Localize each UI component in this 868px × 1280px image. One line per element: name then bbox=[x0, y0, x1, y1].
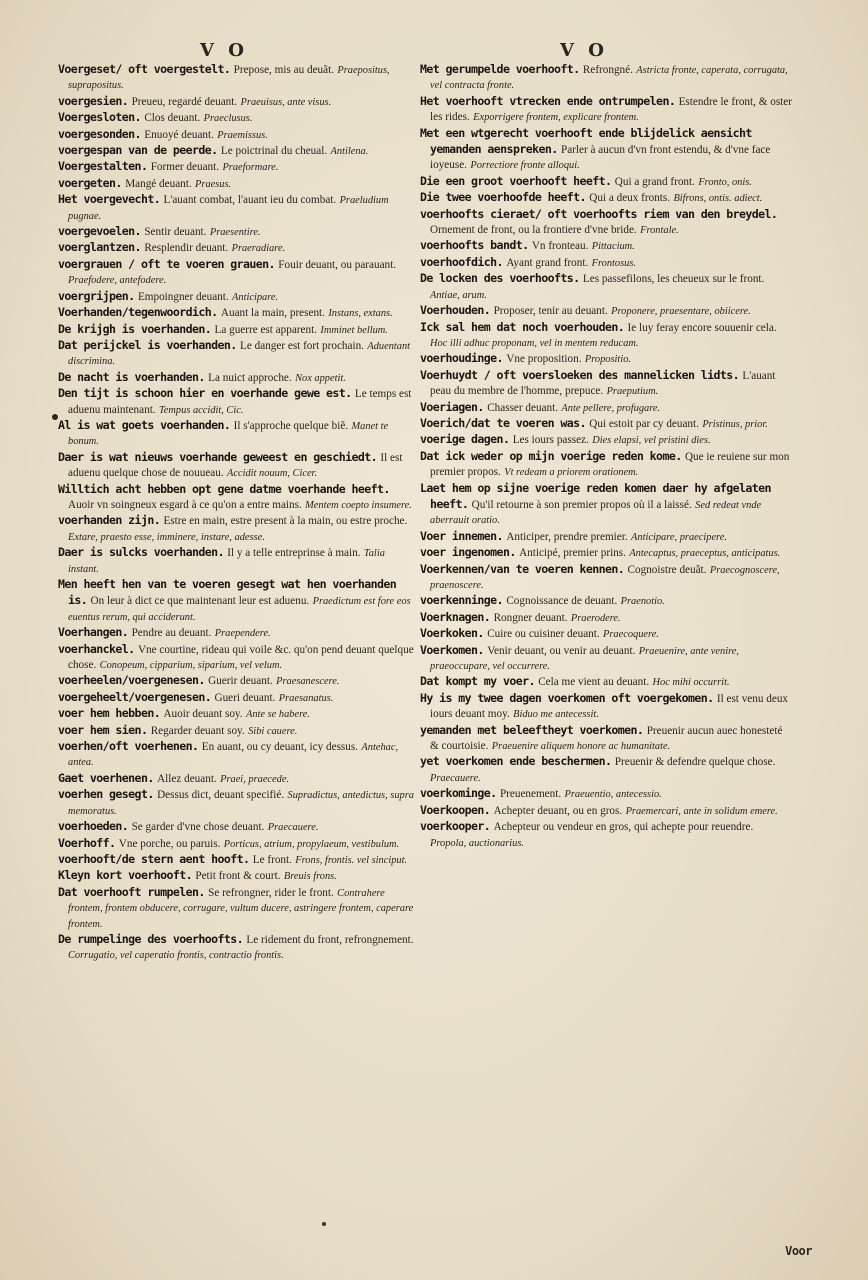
entry-french: En auant, ou cy deuant, icy dessus. bbox=[201, 741, 359, 754]
entry-french: Proposer, tenir au deuant. bbox=[493, 305, 608, 318]
entry-headword: Daer is sulcks voerhanden. bbox=[58, 545, 224, 560]
entry-french: Cela me vient au deuant. bbox=[538, 676, 650, 689]
dictionary-entry bbox=[420, 626, 792, 642]
entry-french: Le temps est aduenu maintenant. bbox=[68, 388, 412, 416]
entry-french: Le poictrinal du cheual. bbox=[220, 145, 328, 158]
entry-latin: Vt redeam a priorem orationem. bbox=[504, 467, 639, 479]
dictionary-entry bbox=[420, 529, 792, 545]
entry-french: Dessus dict, deuant specifié. bbox=[157, 789, 285, 802]
entry-latin: Bifrons, ontis. adiect. bbox=[673, 193, 763, 205]
entry-latin: Praeradiare. bbox=[231, 243, 286, 255]
entry-latin: Praeuisus, ante visus. bbox=[240, 96, 332, 108]
entry-french: Sentir deuant. bbox=[144, 226, 207, 239]
entry-latin: Praesanatus. bbox=[278, 692, 334, 704]
entry-headword: De nacht is voerhanden. bbox=[58, 369, 205, 384]
dictionary-entry bbox=[58, 224, 416, 240]
dictionary-entry bbox=[420, 803, 792, 819]
entry-headword: Voerkoopen. bbox=[420, 802, 491, 817]
entry-latin: Praemercari, ante in solidum emere. bbox=[625, 805, 778, 817]
dictionary-entry bbox=[420, 432, 792, 448]
dictionary-entry bbox=[58, 723, 416, 739]
entry-french: Preueu, regardé deuant. bbox=[131, 95, 238, 108]
entry-headword: Voeriagen. bbox=[420, 399, 484, 414]
dictionary-entry bbox=[420, 754, 792, 786]
entry-headword: Voerhuydt / oft voersloeken des mannelicken lidts. bbox=[420, 367, 740, 382]
dictionary-entry bbox=[420, 174, 792, 190]
entry-headword: voerhoofts bandt. bbox=[420, 238, 529, 253]
entry-french: Resplendir deuant. bbox=[144, 242, 229, 255]
dictionary-entry bbox=[58, 110, 416, 126]
entry-headword: Dat perijckel is voerhanden. bbox=[58, 337, 237, 352]
dictionary-entry bbox=[420, 255, 792, 271]
entry-latin: Breuis frons. bbox=[283, 871, 337, 883]
entry-headword: Voerhangen. bbox=[58, 625, 129, 640]
entry-french: Preuenir aucun auec honesteté & courtoisie. bbox=[430, 724, 783, 753]
entry-headword: voerhooft/de stern aent hooft. bbox=[58, 851, 250, 866]
dictionary-entry bbox=[58, 62, 416, 94]
entry-latin: Supradictus, antedictus, supra memoratus. bbox=[68, 790, 414, 817]
entry-french: La nuict approche. bbox=[208, 371, 292, 384]
entry-headword: Met een wtgerecht voerhooft ende blijdelick aensicht yemanden aenspreken. bbox=[420, 125, 752, 157]
entry-latin: Praeclusus. bbox=[203, 113, 253, 125]
entry-headword: voer hem sien. bbox=[58, 722, 148, 737]
entry-headword: Voer innemen. bbox=[420, 528, 503, 543]
entry-french: Preuenement. bbox=[499, 788, 562, 801]
entry-headword: voerkenninge. bbox=[420, 593, 503, 608]
entry-latin: Extare, praesto esse, imminere, instare, adesse. bbox=[68, 531, 265, 543]
dictionary-entry bbox=[58, 673, 416, 689]
entry-latin: Antecaptus, praeceptus, anticipatus. bbox=[629, 548, 781, 560]
entry-headword: Voergeset/ oft voergestelt. bbox=[58, 62, 231, 76]
entry-latin: Corrugatio, vel caperatio frontis, contractio frontis. bbox=[68, 950, 284, 962]
dictionary-entry bbox=[58, 706, 416, 722]
entry-headword: Den tijt is schoon hier en voerhande gewe est. bbox=[58, 386, 352, 401]
dictionary-entry bbox=[420, 94, 792, 126]
dictionary-entry bbox=[58, 852, 416, 868]
entry-latin: Sibi cauere. bbox=[248, 725, 298, 737]
entry-latin: Praeuentio, antecessio. bbox=[564, 789, 662, 801]
entry-french: Qui a deux fronts. bbox=[589, 192, 671, 205]
entry-french: Pendre au deuant. bbox=[131, 627, 212, 640]
entry-french: Prepose, mis au deuãt. bbox=[233, 64, 334, 76]
dictionary-entry bbox=[58, 577, 416, 625]
entry-headword: yemanden met beleeftheyt voerkomen. bbox=[420, 722, 644, 737]
entry-headword: Voerich/dat te voeren was. bbox=[420, 415, 586, 430]
entry-french: Ayant grand front. bbox=[506, 256, 589, 269]
entry-headword: Voerkomen. bbox=[420, 642, 484, 657]
entry-headword: Dat voerhooft rumpelen. bbox=[58, 884, 205, 899]
dictionary-entry bbox=[58, 690, 416, 706]
entry-headword: voerhen/oft voerhenen. bbox=[58, 739, 199, 754]
dictionary-entry bbox=[58, 450, 416, 482]
entry-french: Il est aduenu quelque chose de nouueau. bbox=[68, 451, 403, 480]
entry-latin: Antiae, arum. bbox=[430, 289, 487, 301]
entry-latin: Pristinus, prior. bbox=[702, 418, 768, 430]
entry-french: Il y a telle entreprinse à main. bbox=[227, 547, 361, 560]
dictionary-entry bbox=[58, 545, 416, 577]
entry-latin: Praeludium pugnae. bbox=[68, 195, 389, 222]
dictionary-entry bbox=[420, 368, 792, 400]
entry-headword: Het voergevecht. bbox=[58, 192, 161, 207]
dictionary-entry bbox=[58, 819, 416, 835]
entry-headword: Die een groot voerhooft heeft. bbox=[420, 173, 612, 188]
dictionary-entry bbox=[58, 885, 416, 932]
entry-headword: Dat ick weder op mijn voerige reden kome. bbox=[420, 448, 682, 463]
dictionary-entry bbox=[420, 545, 792, 561]
entry-headword: Kleyn kort voerhooft. bbox=[58, 868, 192, 883]
entry-headword: Ick sal hem dat noch voerhouden. bbox=[420, 319, 625, 334]
entry-french: Anticipé, premier prins. bbox=[519, 547, 626, 560]
entry-latin: Praeuenire aliquem honore ac humanitate. bbox=[491, 741, 671, 753]
entry-french: L'auant peau du membre de l'homme, prepuce. bbox=[430, 369, 776, 398]
entry-headword: voerkominge. bbox=[420, 786, 497, 801]
dictionary-entry bbox=[58, 513, 416, 545]
entry-french: Cognoistre deuãt. bbox=[627, 563, 707, 576]
entry-french: Mangé deuant. bbox=[125, 177, 192, 190]
entry-french: Vn fronteau. bbox=[531, 240, 589, 253]
entry-french: Cognoissance de deuant. bbox=[506, 595, 618, 608]
entry-headword: Laet hem op sijne voerige reden komen daer hy afgelaten heeft. bbox=[420, 480, 771, 511]
entry-french: Refrongné. bbox=[582, 64, 633, 76]
entry-latin: Astricta fronte, caperata, corrugata, vel contracta fronte. bbox=[430, 65, 788, 92]
dictionary-entry bbox=[58, 642, 416, 674]
entry-latin: Frontale. bbox=[640, 225, 679, 237]
entry-latin: Praepositus, suprapositus. bbox=[68, 65, 390, 92]
dictionary-entry bbox=[420, 416, 792, 432]
dictionary-entry bbox=[58, 257, 416, 289]
entry-headword: Voerkennen/van te voeren kennen. bbox=[420, 561, 625, 576]
entry-latin: Praedictum est fore eos euentus rerum, qui acciderunt. bbox=[68, 596, 411, 623]
entry-headword: voerhanden zijn. bbox=[58, 513, 161, 528]
entry-french: Regarder deuant soy. bbox=[150, 724, 245, 737]
entry-latin: Ante se habere. bbox=[245, 709, 310, 721]
dictionary-entry bbox=[420, 723, 792, 755]
entry-french: Achepteur ou vendeur en gros, qui achepte pour reuendre. bbox=[493, 821, 754, 834]
entry-headword: Voerhanden/tegenwoordich. bbox=[58, 305, 218, 320]
entry-french: Ie luy feray encore souuenir cela. bbox=[627, 321, 777, 334]
left-column bbox=[58, 62, 416, 964]
entry-latin: Praefodere, antefodere. bbox=[68, 275, 167, 287]
entry-headword: voergrijpen. bbox=[58, 288, 135, 303]
entry-french: Vne proposition. bbox=[506, 353, 582, 366]
entry-headword: Voerknagen. bbox=[420, 609, 491, 624]
entry-latin: Talia instant. bbox=[68, 548, 385, 575]
entry-latin: Proponere, praesentare, obiicere. bbox=[611, 306, 751, 318]
entry-latin: Nox appetit. bbox=[295, 372, 346, 384]
dictionary-entry bbox=[58, 127, 416, 143]
entry-latin: Contrahere frontem, frontem obducere, corrugare, vultum ducere, astringere frontem, caperare frontem. bbox=[68, 887, 414, 930]
entry-latin: Aduentant discrimina. bbox=[68, 340, 411, 368]
entry-headword: voerhen gesegt. bbox=[58, 787, 154, 802]
entry-french: Que ie reuiene sur mon premier propos. bbox=[430, 450, 790, 479]
entry-headword: voer ingenomen. bbox=[420, 545, 516, 560]
entry-latin: Praecauere. bbox=[267, 822, 319, 834]
entry-headword: De rumpelinge des voerhoofts. bbox=[58, 931, 244, 946]
entry-latin: Porticus, atrium, propylaeum, vestibulum. bbox=[223, 838, 400, 850]
entry-latin: Praecognoscere, praenoscere. bbox=[430, 564, 780, 591]
entry-latin: Anticipare, praecipere. bbox=[631, 531, 727, 543]
dictionary-entry bbox=[58, 370, 416, 386]
entry-french: Estre en main, estre present à la main, ou estre proche. bbox=[163, 515, 408, 528]
dictionary-entry bbox=[420, 593, 792, 609]
entry-french: Le danger est fort prochain. bbox=[240, 339, 364, 352]
dictionary-entry bbox=[58, 240, 416, 256]
entry-french: Estendre le front, & oster les rides. bbox=[430, 95, 792, 124]
catchword: Voor bbox=[785, 1244, 812, 1258]
entry-french: Les passefilons, les cheueux sur le front. bbox=[582, 273, 765, 286]
entry-french: Les iours passez. bbox=[512, 434, 589, 447]
entry-latin: Tempus accidit, Cic. bbox=[158, 404, 244, 416]
entry-latin: Accidit nouum, Cicer. bbox=[227, 468, 318, 480]
dictionary-entry bbox=[420, 449, 792, 481]
entry-headword: Willtich acht hebben opt gene datme voerhande heeft. bbox=[58, 481, 390, 496]
entry-latin: Praecoquere. bbox=[603, 629, 659, 641]
entry-latin: Frons, frontis. vel sinciput. bbox=[295, 854, 408, 866]
entry-latin: Praenotio. bbox=[620, 596, 665, 608]
entry-headword: voergeheelt/voergenesen. bbox=[58, 689, 212, 704]
entry-french: Se garder d'vne chose deuant. bbox=[131, 821, 265, 834]
entry-french: On leur à dict ce que maintenant leur est aduenu. bbox=[90, 595, 310, 608]
entry-french: Ornement de front, ou la frontiere d'vne bride. bbox=[430, 224, 637, 237]
dictionary-entry bbox=[420, 238, 792, 254]
dictionary-entry bbox=[420, 674, 792, 690]
entry-french: Se refrongner, rider le front. bbox=[208, 886, 334, 899]
entry-french: Empoingner deuant. bbox=[137, 290, 229, 303]
dictionary-entry bbox=[58, 418, 416, 450]
entry-latin: Sed redeat vnde aberrauit oratio. bbox=[430, 499, 762, 527]
entry-headword: voerkooper. bbox=[420, 819, 491, 834]
dictionary-entry bbox=[420, 62, 792, 94]
entry-french: Chasser deuant. bbox=[487, 401, 559, 414]
dictionary-entry bbox=[58, 787, 416, 819]
entry-latin: Hoc illi adhuc proponam, vel in mentem reducam. bbox=[430, 337, 639, 349]
running-head-left: V O bbox=[200, 40, 248, 61]
dictionary-entry bbox=[58, 192, 416, 224]
entry-headword: voergespan van de peerde. bbox=[58, 143, 218, 158]
dictionary-entry bbox=[58, 176, 416, 192]
dictionary-entry bbox=[58, 289, 416, 305]
dictionary-entry bbox=[420, 126, 792, 174]
dictionary-entry bbox=[420, 303, 792, 319]
entry-french: Qui estoit par cy deuant. bbox=[589, 417, 699, 430]
entry-latin: Fronto, onis. bbox=[698, 176, 752, 188]
entry-headword: De krijgh is voerhanden. bbox=[58, 321, 212, 336]
entry-headword: Hy is my twee dagen voerkomen oft voergekomen. bbox=[420, 690, 714, 705]
entry-french: L'auant combat, l'auant ieu du combat. bbox=[163, 194, 337, 207]
entry-headword: Daer is wat nieuws voerhande geweest en geschiedt. bbox=[58, 449, 378, 464]
dictionary-entry bbox=[58, 143, 416, 159]
entry-french: Auoir deuant soy. bbox=[163, 708, 243, 721]
dictionary-entry bbox=[420, 610, 792, 626]
entry-french: Former deuant. bbox=[150, 161, 220, 174]
entry-headword: yet voerkomen ende beschermen. bbox=[420, 754, 612, 769]
dictionary-entry bbox=[58, 625, 416, 641]
dictionary-entry bbox=[58, 305, 416, 321]
entry-latin: Ante pellere, profugare. bbox=[561, 402, 661, 414]
entry-headword: voer hem hebben. bbox=[58, 706, 161, 721]
entry-french: Vne courtine, rideau qui voile &c. qu'on pend deuant quelque chose. bbox=[68, 643, 414, 672]
entry-french: Guerir deuant. bbox=[208, 675, 273, 688]
entry-latin: Porrectiore fronte alloqui. bbox=[470, 160, 580, 172]
entry-headword: Gaet voerhenen. bbox=[58, 770, 154, 785]
entry-headword: voerhoofts cieraet/ oft voerhoofts riem van den breydel. bbox=[420, 206, 778, 221]
entry-headword: Voerhoff. bbox=[58, 835, 116, 850]
entry-french: Il s'approche quelque biẽ. bbox=[233, 419, 349, 432]
entry-headword: voergrauen / oft te voeren grauen. bbox=[58, 256, 275, 271]
entry-latin: Mentem coepto insumere. bbox=[305, 499, 412, 511]
entry-french: Rongner deuant. bbox=[493, 611, 568, 624]
dictionary-entry bbox=[58, 338, 416, 370]
entry-headword: Dat kompt my voer. bbox=[420, 674, 535, 689]
entry-headword: voergeten. bbox=[58, 175, 122, 190]
entry-latin: Biduo me antecessit. bbox=[513, 709, 599, 721]
running-head-right: V O bbox=[560, 40, 608, 61]
entry-latin: Anticipare. bbox=[232, 291, 279, 303]
dictionary-entry bbox=[420, 643, 792, 675]
entry-french: Enuoyé deuant. bbox=[144, 128, 214, 141]
entry-french: Parler à aucun d'vn front estendu, & d'vne face ioyeuse. bbox=[430, 144, 771, 172]
entry-latin: Praesentire. bbox=[209, 227, 261, 239]
entry-headword: voergesien. bbox=[58, 93, 129, 108]
entry-headword: voerige dagen. bbox=[420, 432, 510, 447]
dictionary-entry bbox=[58, 159, 416, 175]
entry-french: Le front. bbox=[252, 853, 292, 866]
entry-french: Qu'il retourne à son premier propos où il a laissé. bbox=[471, 498, 692, 511]
entry-latin: Praerodere. bbox=[570, 612, 621, 624]
entry-french: Anticiper, prendre premier. bbox=[506, 530, 628, 543]
dictionary-entry bbox=[58, 836, 416, 852]
entry-latin: Antehac, antea. bbox=[68, 742, 399, 769]
dictionary-entry bbox=[58, 322, 416, 338]
dictionary-entry bbox=[58, 771, 416, 787]
entry-latin: Conopeum, cipparium, siparium, vel velum. bbox=[99, 660, 283, 672]
entry-latin: Frontosus. bbox=[591, 257, 636, 269]
entry-headword: voerheelen/voergenesen. bbox=[58, 673, 205, 688]
dictionary-entry bbox=[58, 932, 416, 964]
entry-headword: voerhanckel. bbox=[58, 641, 135, 656]
entry-headword: Men heeft hen van te voeren gesegt wat hen voerhanden is. bbox=[58, 577, 397, 608]
entry-headword: Voergesloten. bbox=[58, 110, 141, 125]
entry-latin: Hoc mihi occurrit. bbox=[652, 677, 730, 689]
entry-latin: Imminet bellum. bbox=[320, 324, 388, 336]
entry-latin: Dies elapsi, vel pristini dies. bbox=[592, 435, 711, 447]
entry-french: Gueri deuant. bbox=[214, 691, 276, 704]
entry-headword: voergesonden. bbox=[58, 126, 141, 141]
entry-french: La guerre est apparent. bbox=[214, 323, 317, 336]
entry-french: Auant la main, present. bbox=[220, 307, 325, 320]
entry-headword: Al is wat goets voerhanden. bbox=[58, 417, 231, 432]
dictionary-entry bbox=[420, 481, 792, 529]
entry-latin: Praeuenire, ante venire, praeoccupare, vel occurrere. bbox=[430, 645, 739, 673]
entry-headword: voerhoofdich. bbox=[420, 254, 503, 269]
entry-headword: voerhoeden. bbox=[58, 819, 129, 834]
entry-french: Vne porche, ou paruis. bbox=[118, 837, 221, 850]
entry-latin: Praemissus. bbox=[217, 129, 268, 141]
entry-latin: Propola, auctionarius. bbox=[430, 837, 524, 849]
entry-french: Venir deuant, ou venir au deuant. bbox=[487, 644, 636, 657]
dictionary-entry bbox=[420, 691, 792, 723]
dictionary-entry bbox=[420, 271, 792, 303]
entry-latin: Antilena. bbox=[330, 146, 369, 158]
dictionary-entry bbox=[420, 320, 792, 352]
dictionary-entry bbox=[58, 739, 416, 771]
entry-french: Qui a grand front. bbox=[614, 175, 695, 188]
entry-headword: Het voerhooft vtrecken ende ontrumpelen. bbox=[420, 93, 676, 108]
entry-latin: Instans, extans. bbox=[328, 308, 393, 320]
dictionary-entry bbox=[58, 482, 416, 514]
dictionary-entry bbox=[58, 868, 416, 884]
entry-headword: De locken des voerhoofts. bbox=[420, 271, 580, 286]
entry-latin: Praeformare. bbox=[222, 162, 279, 174]
entry-french: Cuire ou cuisiner deuant. bbox=[487, 628, 600, 641]
entry-latin: Praeputium. bbox=[606, 386, 659, 398]
entry-headword: Die twee voerhoofde heeft. bbox=[420, 190, 586, 205]
entry-latin: Praei, praecede. bbox=[220, 773, 290, 785]
dictionary-entry bbox=[420, 400, 792, 416]
entry-french: Allez deuant. bbox=[157, 772, 217, 785]
entry-latin: Praecauere. bbox=[430, 772, 481, 784]
entry-french: Il est venu deux iours deuant moy. bbox=[430, 692, 789, 721]
entry-headword: Met gerumpelde voerhooft. bbox=[420, 62, 580, 76]
dictionary-entry bbox=[420, 190, 792, 206]
entry-latin: Praependere. bbox=[214, 628, 271, 640]
dictionary-entry bbox=[420, 819, 792, 851]
entry-latin: Praesus. bbox=[195, 178, 232, 190]
entry-headword: Voerhouden. bbox=[420, 303, 491, 318]
entry-headword: Voergestalten. bbox=[58, 159, 148, 174]
entry-latin: Praesanescere. bbox=[276, 676, 340, 688]
dictionary-entry bbox=[420, 786, 792, 802]
right-column bbox=[420, 62, 792, 851]
dictionary-entry bbox=[420, 207, 792, 239]
entry-french: Clos deuant. bbox=[144, 112, 201, 125]
dictionary-entry bbox=[420, 562, 792, 594]
entry-latin: Exporrigere frontem, explicare frontem. bbox=[473, 112, 639, 124]
entry-latin: Propositio. bbox=[584, 354, 631, 366]
entry-headword: voerglantzen. bbox=[58, 240, 141, 255]
dictionary-entry bbox=[420, 351, 792, 367]
entry-french: Preuenir & defendre quelque chose. bbox=[614, 756, 776, 769]
entry-headword: voergevoelen. bbox=[58, 224, 141, 239]
dictionary-entry bbox=[58, 94, 416, 110]
ink-mark bbox=[322, 1222, 326, 1226]
entry-french: Auoir vn soingneux esgard à ce qu'on a entre mains. bbox=[68, 498, 302, 511]
entry-french: Le ridement du front, refrongnement. bbox=[246, 933, 414, 946]
entry-french: Achepter deuant, ou en gros. bbox=[493, 804, 623, 817]
entry-latin: Pittacium. bbox=[591, 241, 635, 253]
entry-headword: Voerkoken. bbox=[420, 626, 484, 641]
dictionary-entry bbox=[58, 386, 416, 418]
entry-french: Fouir deuant, ou parauant. bbox=[278, 258, 397, 271]
entry-french: Petit front & court. bbox=[195, 870, 281, 883]
entry-headword: voerhoudinge. bbox=[420, 351, 503, 366]
entry-latin: Manet te bonum. bbox=[68, 420, 389, 448]
